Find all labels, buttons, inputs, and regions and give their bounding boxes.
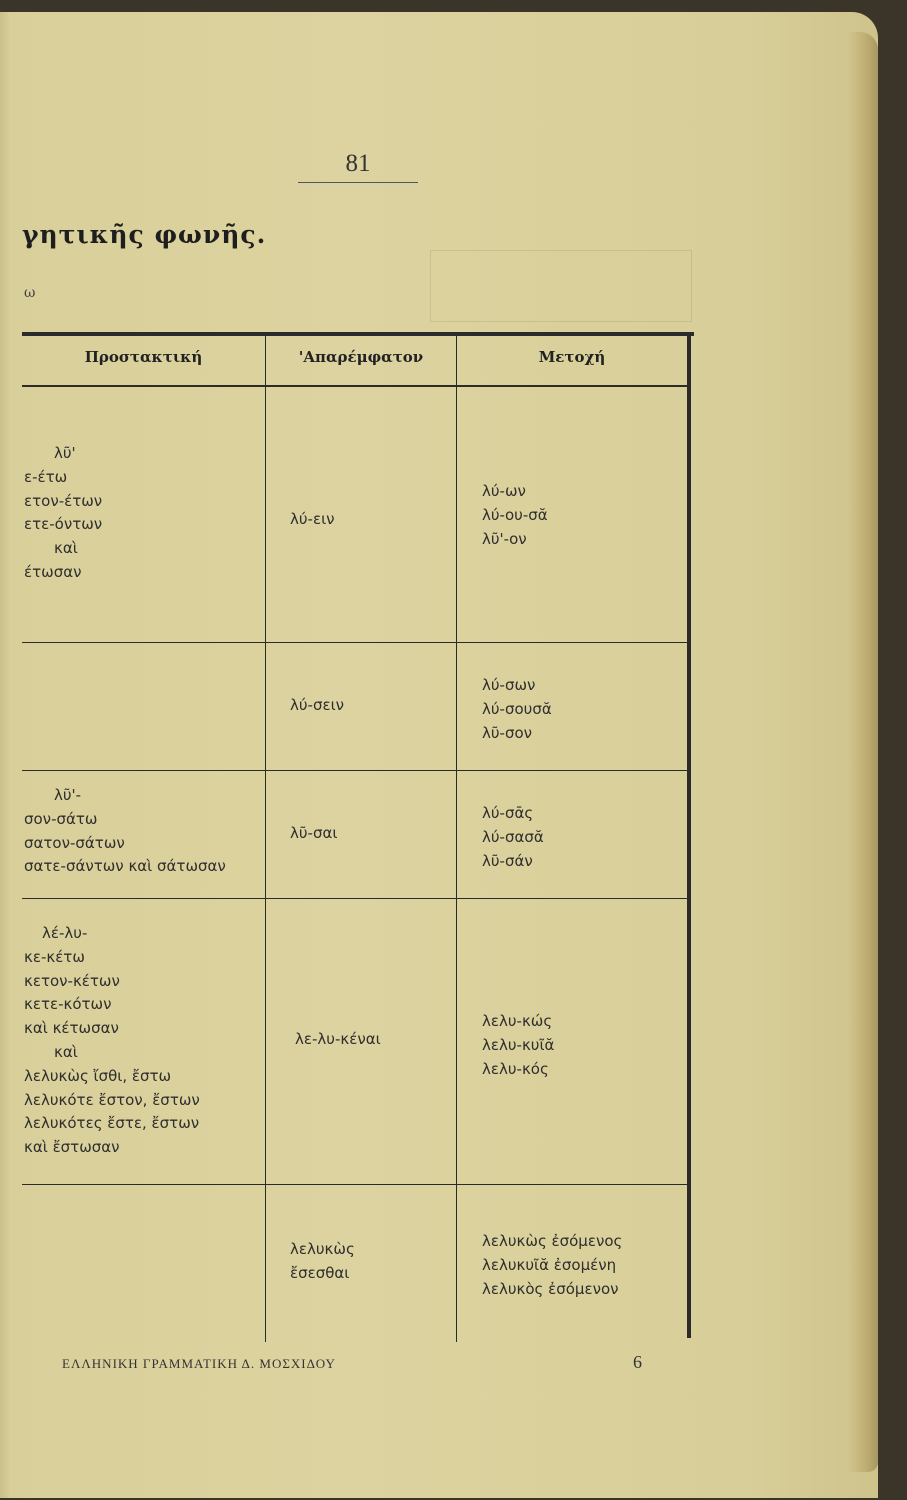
text-line: καὶ κέτωσαν — [24, 1019, 119, 1038]
row-divider-2 — [22, 770, 687, 771]
text-line: σον-σάτω — [24, 809, 98, 828]
header-bottom-rule — [22, 385, 690, 387]
text-line: λύ-σων — [482, 676, 536, 694]
row-4-participle — [482, 1010, 554, 1081]
text-line: κε-κέτω — [24, 947, 85, 966]
page-number: 81 — [345, 150, 371, 177]
column-divider-1 — [265, 334, 266, 1342]
footer-signature: ΕΛΛΗΝΙΚΗ ΓΡΑΜΜΑΤΙΚΗ Δ. ΜΟΣΧΙΔΟΥ — [62, 1356, 336, 1371]
text-line: λύ-ου-σᾰ — [482, 505, 548, 524]
text-line: λελυ-κώς — [482, 1012, 553, 1030]
text-line: ἔσεσθαι — [290, 1263, 350, 1282]
row-3-imperative — [24, 784, 226, 879]
page-number-rule — [298, 182, 418, 183]
text-line: λελυκότες ἔστε, ἔστων — [24, 1114, 200, 1133]
page-left-strip — [0, 12, 9, 1498]
book-page — [0, 12, 878, 1498]
text-line: ετον-έτων — [24, 491, 103, 510]
text-line: καὶ ἔστωσαν — [24, 1138, 120, 1157]
text-line: λελυκὼς — [290, 1240, 355, 1258]
text-line: σατε-σάντων καὶ σάτωσαν — [24, 857, 226, 876]
table-right-rule — [687, 332, 691, 1338]
row-5-infinitive — [290, 1238, 355, 1286]
row-3-participle — [482, 802, 544, 873]
text-line: λελυκὼς ἴσθι, ἔστω — [24, 1066, 172, 1085]
text-line: λῦ-σαι — [290, 824, 338, 842]
row-divider-1 — [22, 642, 687, 643]
text-line: κετε-κότων — [24, 995, 112, 1014]
text-line: ε-έτω — [24, 467, 68, 486]
column-divider-2 — [456, 334, 457, 1342]
margin-letter: ω — [24, 285, 36, 301]
text-line: λελυκὼς ἐσόμενος — [482, 1232, 623, 1250]
text-line: λέ-λυ- — [42, 924, 88, 942]
row-1-participle — [482, 480, 548, 551]
text-line: λελυκυῖᾰ ἐσομένη — [482, 1255, 617, 1274]
row-1-infinitive — [290, 508, 335, 532]
row-divider-4 — [22, 1184, 687, 1185]
text-line: λῦ-σάν — [482, 851, 533, 870]
text-line: λελυ-κός — [482, 1059, 549, 1078]
header-participle: Μετοχή — [538, 348, 606, 366]
row-4-imperative — [24, 922, 200, 1160]
header-infinitive: 'Απαρέμφατον — [298, 348, 424, 366]
text-line: λελυκὸς ἐσόμενον — [482, 1279, 619, 1298]
text-line: λύ-σασᾰ — [482, 827, 544, 846]
page-edge — [848, 32, 878, 1472]
row-3-infinitive — [290, 822, 337, 846]
text-line: λῦ-σον — [482, 723, 533, 742]
text-line: καὶ — [54, 539, 78, 558]
text-line: λε-λυ-κέναι — [295, 1030, 381, 1048]
text-line: λύ-σουσᾰ — [482, 699, 552, 718]
text-line: λελυκότε ἔστον, ἔστων — [24, 1090, 200, 1109]
row-2-participle — [482, 674, 552, 745]
text-line: λῦ'-ον — [482, 529, 527, 548]
text-line: λύ-σειν — [290, 696, 345, 714]
row-2-infinitive — [290, 694, 344, 718]
page-title: γητικῆς φωνῆς. — [22, 220, 267, 249]
text-line: ετε-όντων — [24, 515, 103, 534]
bleed-through-table — [430, 250, 692, 322]
text-line: λύ-ων — [482, 482, 526, 500]
table-top-rule — [22, 332, 694, 336]
text-line: έτωσαν — [24, 562, 82, 581]
text-line: λῦ' — [54, 444, 76, 462]
text-line: λύ-σᾱς — [482, 804, 534, 822]
header-imperative: Προστακτική — [84, 348, 203, 366]
text-line: καὶ — [54, 1042, 78, 1061]
text-line: κετον-κέτων — [24, 971, 120, 990]
row-divider-3 — [22, 898, 687, 899]
row-1-imperative — [24, 442, 102, 585]
text-line: λύ-ειν — [290, 510, 335, 528]
text-line: λῦ'- — [54, 786, 82, 804]
sheet-number: 6 — [633, 1352, 642, 1372]
row-4-infinitive — [295, 1028, 381, 1052]
text-line: σατον-σάτων — [24, 833, 125, 852]
text-line: λελυ-κυῖᾰ — [482, 1035, 555, 1054]
row-5-participle — [482, 1230, 622, 1301]
